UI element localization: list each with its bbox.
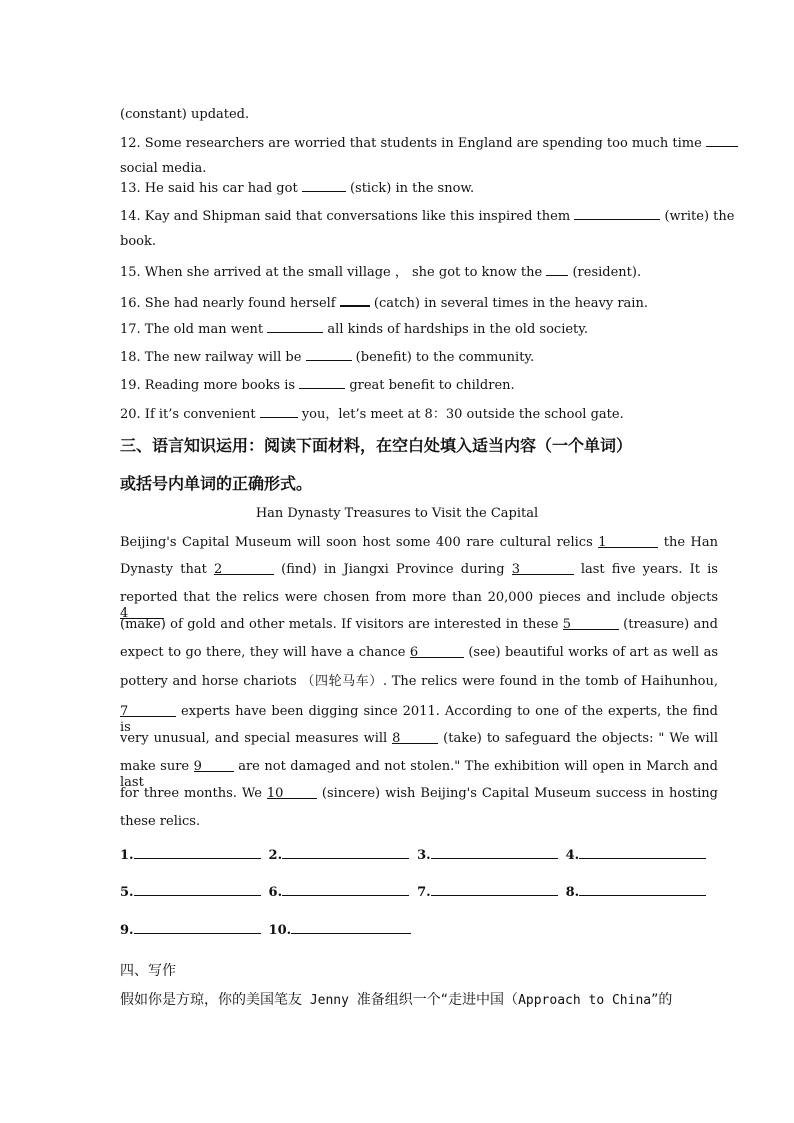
passage-text: make sure [120, 759, 190, 774]
passage-blank-10[interactable] [267, 786, 317, 799]
answer-line[interactable] [579, 845, 706, 859]
passage-blank-7[interactable] [120, 704, 176, 717]
answer-label: 5. [120, 885, 134, 900]
answer-label: 4. [565, 848, 580, 863]
question-text: 14. Kay and Shipman said that conversations like this inspired them [120, 209, 571, 224]
passage-blank-8[interactable] [392, 731, 438, 744]
answer-label: 9. [120, 923, 134, 938]
blank-number: 9 [193, 759, 202, 774]
answer-blank[interactable] [574, 207, 660, 220]
blank-number: 6 [409, 645, 419, 660]
passage-text: experts have been digging since 2011. According to one of the experts, the find is [120, 704, 719, 735]
passage-line [120, 535, 718, 551]
passage-blank-9[interactable] [194, 759, 234, 772]
answer-line[interactable] [579, 882, 706, 896]
question-text: all kinds of hardships in the old society. [327, 322, 589, 337]
passage-blank-1[interactable] [598, 535, 658, 548]
passage-text: for three months. We [120, 786, 262, 801]
question-text: (benefit) to the community. [355, 350, 535, 365]
prompt-text: ”的 [651, 992, 673, 1008]
passage-text: the Han [663, 535, 719, 550]
answer-row [120, 845, 706, 863]
answer-blank[interactable] [260, 405, 298, 418]
answer-blank[interactable] [302, 179, 346, 192]
blank-number: 5 [562, 617, 572, 632]
answer-line[interactable] [282, 845, 409, 859]
answer-line[interactable] [282, 882, 409, 896]
passage-line [120, 562, 718, 578]
answer-label: 6. [268, 885, 283, 900]
passage-blank-5[interactable] [563, 617, 619, 630]
blank-number: 3 [511, 562, 520, 577]
prompt-text: 假如你是方琼，你的美国笔友 [120, 992, 302, 1008]
blank-number: 1 [598, 535, 607, 550]
question-19 [120, 376, 718, 394]
passage-text: Beijing's Capital Museum will soon host some 400 rare cultural relics [120, 535, 593, 550]
passage-text: last five years. It is [580, 562, 718, 577]
passage-line [120, 617, 718, 633]
passage-blank-3[interactable] [512, 562, 574, 575]
passage-text: reported that the relics were chosen from more than 20,000 pieces and include objects [120, 590, 718, 605]
question-text: (write) the [664, 209, 735, 224]
answer-line[interactable] [134, 845, 261, 859]
answer-row [120, 882, 706, 900]
question-text: (resident). [572, 265, 642, 280]
passage-blank-6[interactable] [410, 645, 464, 658]
answer-line[interactable] [431, 882, 558, 896]
question-18 [120, 348, 718, 366]
passage-text: pottery and horse chariots （四轮马车）. The relics were found in the tomb of Haihunhou, [120, 674, 718, 689]
prompt-english: Approach to China [518, 993, 652, 1008]
answer-line[interactable] [431, 845, 558, 859]
answer-label: 1. [120, 848, 134, 863]
section-4-heading: 四、写作 [120, 963, 176, 979]
passage-text: are not damaged and not stolen." The exhibition will open in March and last [120, 759, 719, 790]
question-text: 16. She had nearly found herself [120, 296, 336, 311]
question-text: you，let’s meet at 8：30 outside the school gate. [301, 407, 624, 422]
passage-text: (treasure) and [623, 617, 718, 632]
passage-text: very unusual, and special measures will [120, 731, 388, 746]
question-text: 12. Some researchers are worried that students in England are spending too much time [120, 136, 702, 151]
question-13 [120, 179, 718, 197]
passage-blank-2[interactable] [214, 562, 274, 575]
section-3-heading: 三、语言知识运用：阅读下面材料，在空白处填入适当内容（一个单词） [120, 436, 633, 455]
blank-number: 7 [120, 704, 129, 719]
answer-row [120, 920, 411, 938]
question-12 [120, 134, 718, 152]
answer-label: 3. [417, 848, 431, 863]
answer-blank[interactable] [267, 320, 323, 333]
question-16 [120, 293, 718, 312]
blank-number: 2 [214, 562, 223, 577]
question-15 [120, 263, 718, 281]
answer-blank[interactable] [299, 376, 345, 389]
answer-blank[interactable] [340, 293, 370, 307]
answer-blank[interactable] [546, 263, 568, 276]
blank-number: 8 [392, 731, 401, 746]
question-20 [120, 405, 718, 423]
question-text: 13. He said his car had got [120, 181, 298, 196]
passage-text: (see) beautiful works of art as well as [468, 645, 718, 660]
prompt-text: 准备组织一个“走进中国（ [356, 992, 519, 1008]
question-12-cont: social media. [120, 161, 207, 176]
answer-blank[interactable] [706, 134, 738, 147]
passage-title: Han Dynasty Treasures to Visit the Capital [255, 506, 539, 521]
blank-number: 4 [120, 606, 129, 621]
question-text: 15. When she arrived at the small village ， she got to know the [120, 265, 543, 280]
passage-line [120, 786, 718, 802]
passage-text: (find) in Jiangxi Province during [281, 562, 505, 577]
question-text: 18. The new railway will be [120, 350, 302, 365]
answer-label: 10. [268, 923, 292, 938]
question-text: 17. The old man went [120, 322, 264, 337]
question-14 [120, 207, 735, 225]
answer-label: 8. [565, 885, 580, 900]
passage-text: (sincere) wish Beijing's Capital Museum success in hosting [321, 786, 718, 801]
answer-line[interactable] [134, 882, 261, 896]
passage-text: Dynasty that [120, 562, 207, 577]
answer-line[interactable] [291, 920, 411, 934]
answer-line[interactable] [134, 920, 261, 934]
passage-text: (take) to safeguard the objects: " We will [443, 731, 718, 746]
question-text: 19. Reading more books is [120, 378, 296, 393]
answer-label: 7. [417, 885, 431, 900]
question-text: 20. If it’s convenient [120, 407, 256, 422]
prompt-name: Jenny [302, 993, 357, 1008]
passage-line [120, 674, 718, 690]
passage-line [120, 645, 718, 661]
question-14-cont: book. [120, 234, 156, 249]
question-text: (catch) in several times in the heavy rain. [373, 296, 648, 311]
section-3-heading-cont: 或括号内单词的正确形式。 [120, 474, 313, 493]
question-17 [120, 320, 718, 338]
writing-prompt [120, 989, 672, 1009]
passage-text: expect to go there, they will have a chance [120, 645, 406, 660]
question-text: great benefit to children. [349, 378, 515, 393]
blank-number: 10 [266, 786, 284, 801]
q11-tail: (constant) updated. [120, 107, 250, 122]
passage-line [120, 731, 718, 747]
answer-blank[interactable] [306, 348, 352, 361]
passage-line: these relics. [120, 814, 201, 829]
passage-text: (make) of gold and other metals. If visitors are interested in these [120, 617, 559, 632]
answer-label: 2. [268, 848, 283, 863]
question-text: (stick) in the snow. [349, 181, 475, 196]
